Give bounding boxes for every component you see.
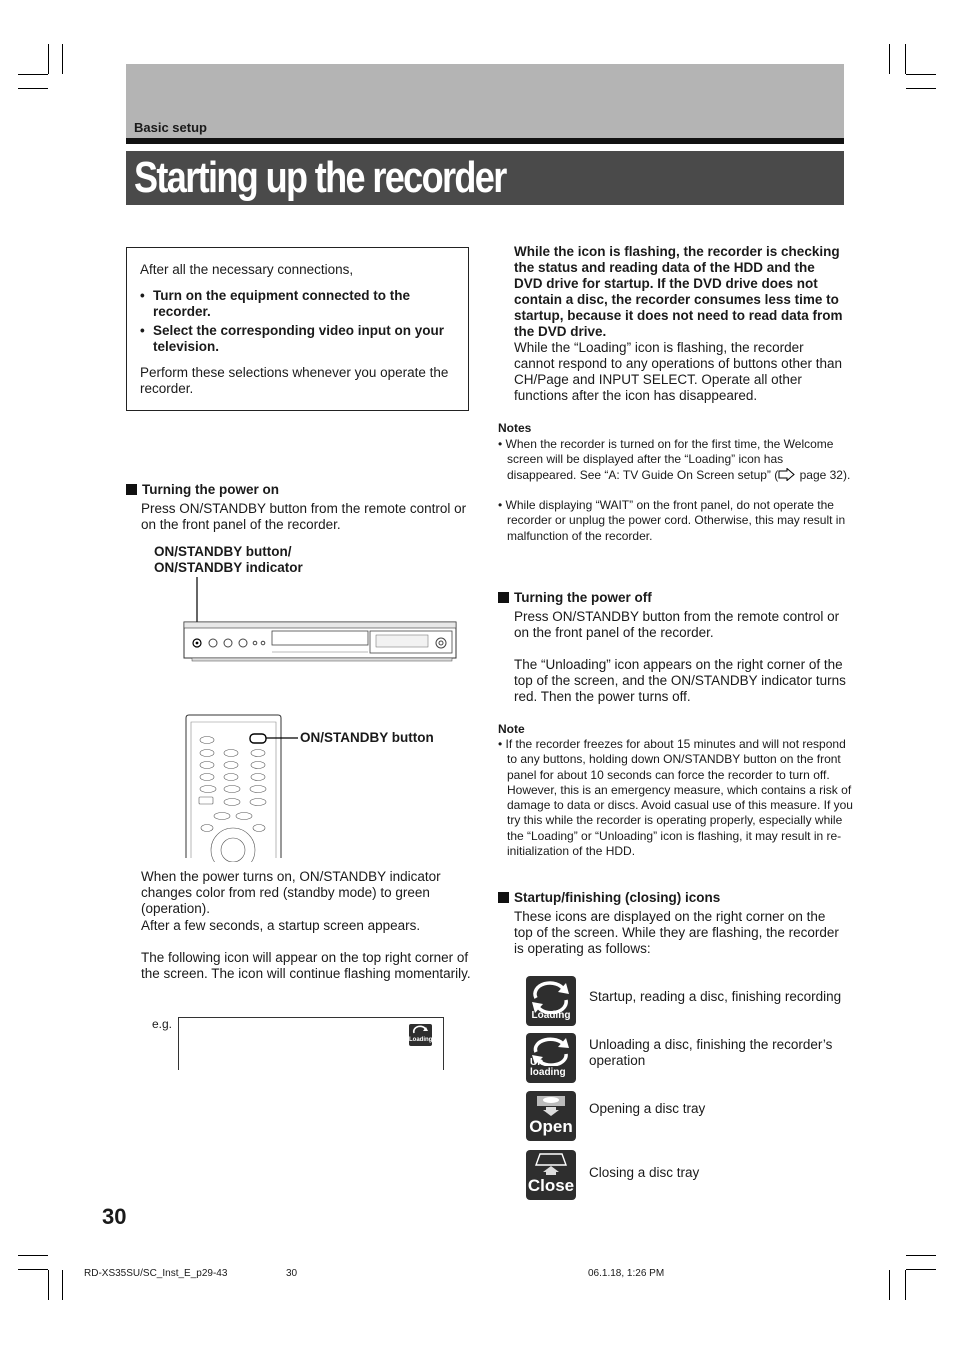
header-rule — [126, 138, 844, 144]
example-label: e.g. — [152, 1017, 173, 1031]
intro-bullets — [140, 288, 456, 355]
remote-control-illustration — [180, 712, 300, 862]
unloading-icon — [526, 1033, 576, 1083]
notes-heading: Notes — [498, 421, 532, 435]
note-heading: Note — [498, 722, 525, 736]
disc-tray-open-icon — [526, 1091, 576, 1119]
power-off-text-1: Press ON/STANDBY button from the remote control or on the front panel of the recorder. — [514, 609, 840, 640]
note-item: • While displaying “WAIT” on the front panel, do not operate the recorder or unplug the power cord. Otherwise, this may result in malfunction of the recorder. — [498, 498, 846, 543]
square-bullet-icon — [126, 484, 137, 495]
footer-date: 06.1.18, 1:26 PM — [588, 1268, 665, 1279]
power-off-heading: Turning the power off — [498, 590, 652, 605]
remote-callout: ON/STANDBY button — [300, 730, 434, 745]
power-on-after-3: The following icon will appear on the top right corner of the screen. The icon will continue flashing momentarily. — [141, 950, 471, 981]
front-panel-callout: ON/STANDBY button/ ON/STANDBY indicator — [154, 544, 303, 575]
icons-section-text: These icons are displayed on the right corner on the top of the screen. While they are flashing, the recorder is operating as follows: — [514, 909, 839, 956]
open-icon — [526, 1091, 576, 1141]
flashing-normal-para: While the “Loading” icon is flashing, the recorder cannot respond to any operations of buttons other than CH/Page and INPUT SELECT. Operate all other functions after the icon has disappeared. — [514, 340, 842, 403]
open-icon-description: Opening a disc tray — [589, 1101, 706, 1116]
intro-bullet: • Turn on the equipment connected to the recorder. — [140, 288, 456, 320]
power-on-after-1: When the power turns on, ON/STANDBY indicator changes color from red (standby mode) to green (operation). — [141, 869, 441, 916]
intro-box — [126, 247, 469, 411]
loading-icon-caption: Loading — [531, 1010, 571, 1021]
close-icon — [526, 1150, 576, 1200]
example-screen — [178, 1017, 444, 1070]
page-number: 30 — [102, 1204, 127, 1229]
loading-icon-caption: Loading — [409, 1037, 433, 1043]
page-reference-arrow-icon — [778, 468, 796, 481]
unloading-icon-description: Unloading a disc, finishing the recorder’s operation — [589, 1037, 833, 1068]
flashing-bold-para: While the icon is flashing, the recorder is checking the status and reading data of the HDD and the DVD drive for startup. If the DVD drive does not contain a disc, the recorder consumes less time to startup, because it does not need to read data from the DVD drive. — [514, 244, 843, 339]
icons-section-heading: Startup/finishing (closing) icons — [498, 890, 720, 905]
recorder-front-panel-illustration — [180, 575, 460, 665]
refresh-arrows-icon — [526, 978, 576, 1014]
square-bullet-icon — [498, 892, 509, 903]
close-icon-caption: Close — [527, 1176, 575, 1195]
disc-tray-close-icon — [526, 1150, 576, 1178]
power-on-after-2: After a few seconds, a startup screen appears. — [141, 918, 421, 933]
note-item: • When the recorder is turned on for the first time, the Welcome screen will be displayed after the “Loading” icon has disappeared. See “A: TV Guide On Screen setup” ( page 32). — [498, 437, 851, 482]
intro-closing: Perform these selections whenever you operate the recorder. — [140, 365, 449, 396]
close-icon-description: Closing a disc tray — [589, 1165, 700, 1180]
note-item: • If the recorder freezes for about 15 minutes and will not respond to any buttons, holding down ON/STANDBY button on the front panel for about 10 seconds can force the recorder to turn off. However, this is an emergency measure, which contains a risk of damage to data or discs. Avoid casual use of this measure. If you try this while the recorder is operating properly, especially while the “Loading” or “Unloading” icon is flashing, it may result in re-initialization of the HDD. — [498, 737, 853, 859]
intro-lead: After all the necessary connections, — [140, 262, 354, 277]
power-on-heading: Turning the power on — [126, 482, 279, 497]
open-icon-caption: Open — [529, 1117, 573, 1136]
square-bullet-icon — [498, 592, 509, 603]
power-on-text: Press ON/STANDBY button from the remote control or on the front panel of the recorder. — [141, 501, 467, 532]
page-title: Starting up the recorder — [134, 153, 506, 202]
intro-bullet: • Select the corresponding video input on your television. — [140, 323, 456, 355]
loading-icon — [526, 976, 576, 1026]
unloading-icon-caption: Un loading — [530, 1057, 566, 1078]
loading-icon-description: Startup, reading a disc, finishing recording — [589, 989, 842, 1004]
footer-page: 30 — [286, 1268, 298, 1279]
loading-icon — [409, 1024, 432, 1046]
footer-file-name: RD-XS35SU/SC_Inst_E_p29-43 — [84, 1268, 228, 1279]
power-off-text-2: The “Unloading” icon appears on the right corner of the top of the screen, and the ON/STANDBY indicator turns red. Then the power turns off. — [514, 657, 846, 704]
section-header-bar — [126, 64, 844, 140]
section-label: Basic setup — [134, 120, 207, 135]
